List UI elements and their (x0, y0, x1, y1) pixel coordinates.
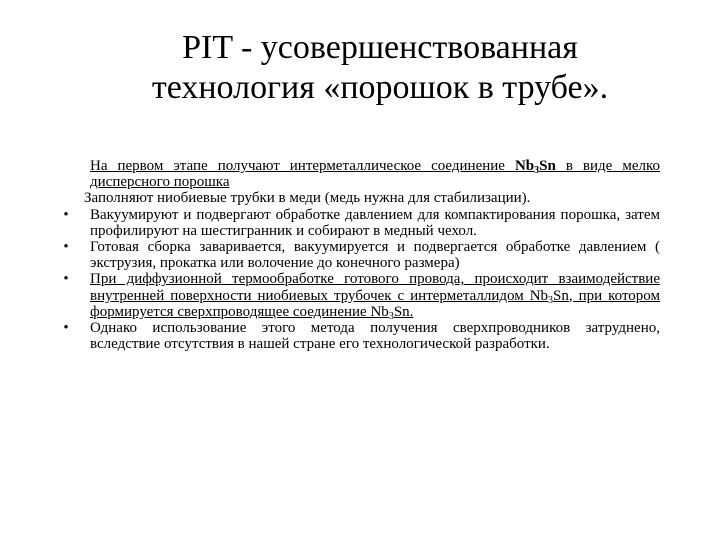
bullet-icon: • (63, 239, 69, 256)
bullet-icon: • (63, 271, 69, 288)
intro-paragraph (56, 158, 660, 190)
bullet-item-vacuum (56, 207, 660, 239)
intro-formula-sub: 3 (534, 165, 540, 176)
intro-text-b: в виде мелко дисперсного порошка (90, 158, 660, 191)
heat-formula-2-end: Sn. (393, 303, 414, 320)
intro-formula (515, 158, 556, 174)
slide-title (40, 28, 720, 108)
bullet-item-heat-treatment (56, 271, 660, 320)
title-line-2: технология «порошок в трубе». (151, 69, 609, 106)
title-line-1: PIT - усовершенствованная (182, 29, 578, 66)
bullet-text-limitation: Однако использование этого метода получения сверхпроводников затруднено, вследствие отсутствия в нашей стране его технологической разработки. (90, 320, 660, 353)
bullet-text-heat-treatment (90, 271, 661, 322)
slide-body (56, 158, 660, 352)
heat-formula-1 (530, 288, 569, 304)
intro-formula-end: Sn (539, 158, 556, 174)
bullet-text-assembly: Готовая сборка заваривается, вакуумируется и подвергается обработке давлением ( экструзия, прокатка или волочение до конечного размера) (90, 239, 660, 272)
bullet-icon: • (63, 206, 69, 223)
intro-text-a: На первом этапе получают интерметаллическое соединение (90, 158, 515, 174)
bullet-icon: • (63, 320, 69, 337)
heat-formula-1-main: Nb (529, 287, 549, 304)
bullet-text-vacuum: Вакуумируют и подвергают обработке давлением для компактирования порошка, затем профилируют на шестигранник и собирают в медный чехол. (90, 206, 660, 239)
bullet-item-limitation (56, 320, 660, 352)
bullet-item-assembly (56, 239, 660, 271)
heat-formula-2-sub: 3 (388, 310, 394, 322)
step-fill-tubes: Заполняют ниобиевые трубки в меди (медь нужна для стабилизации). (84, 190, 531, 207)
heat-formula-1-sub: 3 (548, 294, 554, 306)
heat-formula-2-main: Nb (370, 303, 389, 320)
heat-formula-2 (370, 304, 413, 320)
heat-text-a: При диффузионной термообработке готового провода, происходит взаимодействие внутренней поверхности ниобиевых трубочек с интерметаллидом (90, 271, 660, 304)
heat-text-b: , при котором формируется сверхпроводящее соединение (90, 287, 661, 320)
intro-formula-main: Nb (514, 158, 535, 174)
heat-formula-1-end: Sn (553, 287, 569, 304)
